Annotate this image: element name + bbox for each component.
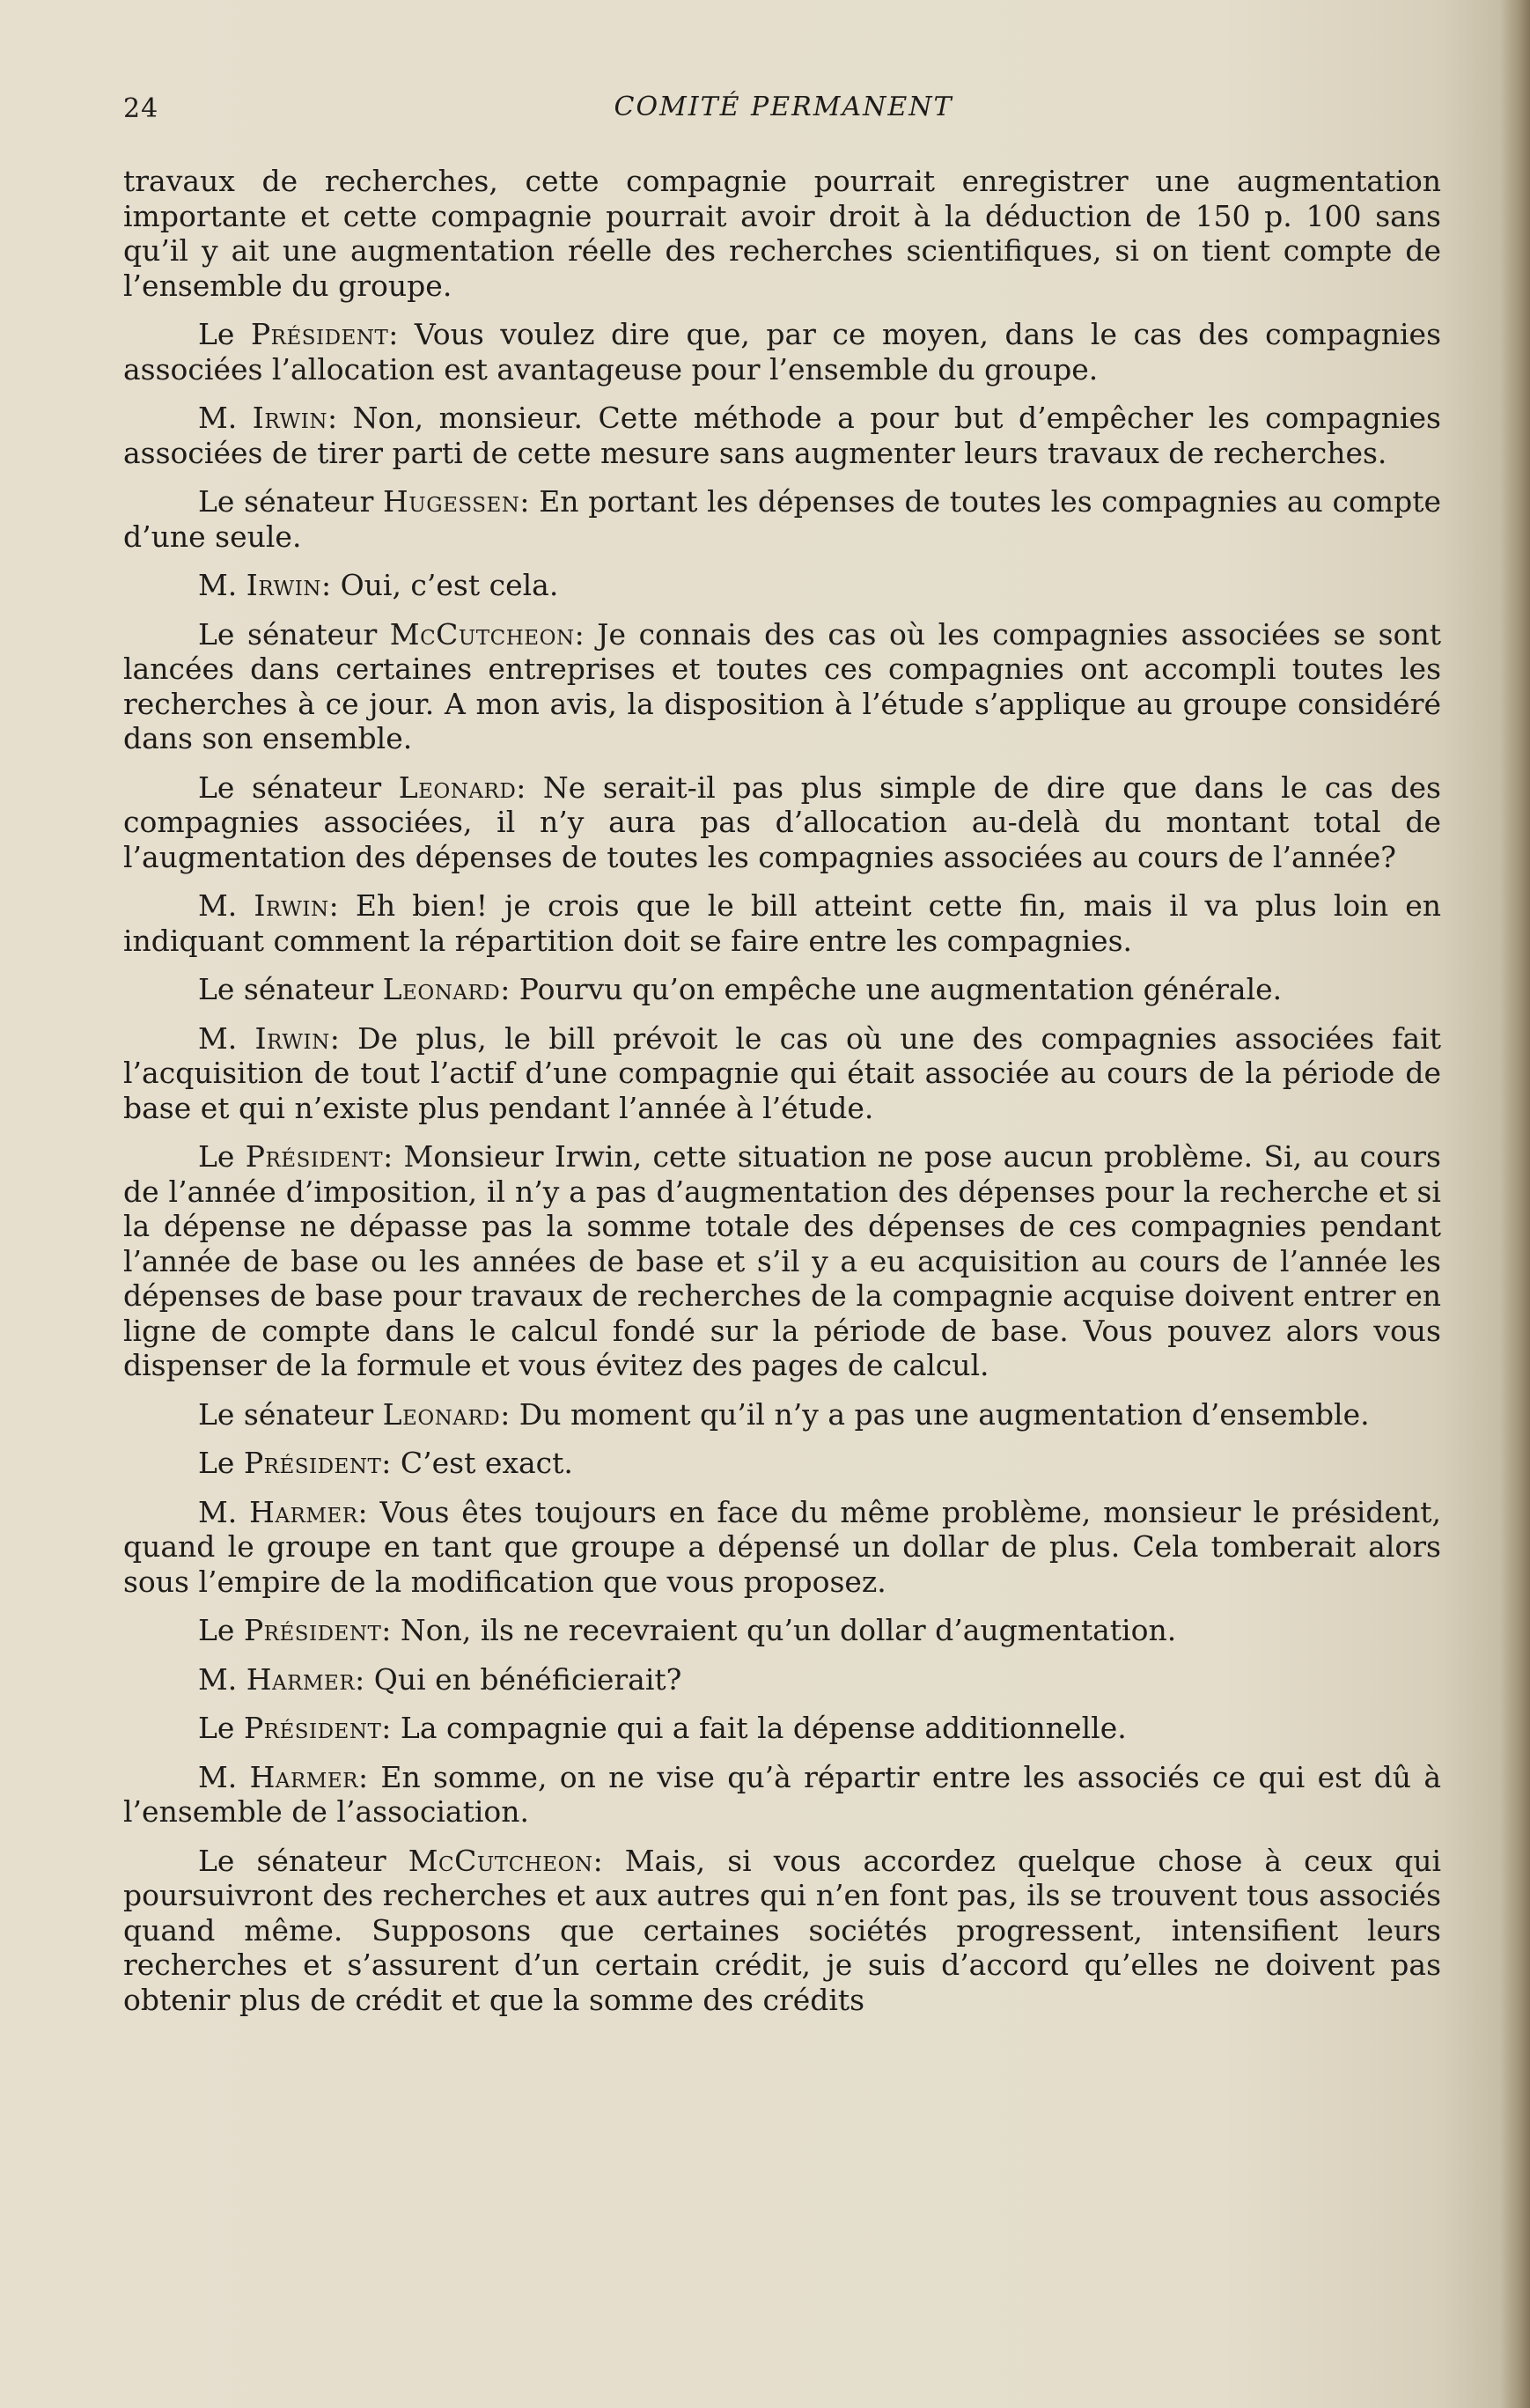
paragraph-text: : De plus, le bill prévoit le cas où une des compagnies associées fait l’acquisition de tout l’actif d’une compagnie qui était associée au cours de la période de base et qui n’existe plus pendant l’année à l’étude. <box>123 1020 1441 1125</box>
paragraph <box>123 1613 1441 1648</box>
paragraph-text: : Je connais des cas où les compagnies associées se sont lancées dans certaines entreprises et toutes ces compagnies ont accompli toutes les recherches à ce jour. A mon avis, la disposition à l’étude s’applique au groupe considéré dans son ensemble. <box>123 616 1441 755</box>
page-edge-shadow <box>1500 0 1530 2408</box>
paragraph-text: : Ne serait-il pas plus simple de dire que dans le cas des compagnies associées, il n’y aura pas d’allocation au-delà du montant total de l’augmentation des dépenses de toutes les compagnies associées au cours de l’année? <box>123 770 1441 874</box>
speaker-prefix: Le <box>198 1613 244 1647</box>
speaker-prefix: Le <box>198 1711 244 1745</box>
transcript-body <box>123 164 1441 2031</box>
speaker-prefix: M. <box>198 888 254 923</box>
speaker-prefix: Le sénateur <box>198 1843 408 1878</box>
paragraph-text: : En portant les dépenses de toutes les compagnies au compte d’une seule. <box>123 484 1441 554</box>
speaker-prefix: Le <box>198 1446 244 1480</box>
speaker-prefix: Le sénateur <box>198 1396 383 1432</box>
paragraph <box>123 1760 1441 1830</box>
paragraph-text: : La compagnie qui a fait la dépense additionnelle. <box>381 1711 1127 1745</box>
speaker-prefix: Le sénateur <box>198 484 384 519</box>
paragraph <box>123 972 1441 1007</box>
speaker-prefix: M. <box>198 1494 250 1529</box>
paragraph <box>123 401 1441 470</box>
paragraph <box>123 1021 1441 1126</box>
speaker-prefix: Le sénateur <box>198 616 390 652</box>
speaker-name: Irwin <box>252 401 327 435</box>
paragraph-text: travaux de recherches, cette compagnie pourrait enregistrer une augmentation importante et cette compagnie pourrait avoir droit à la déduction de 150 p. 100 sans qu’il y ait une augmentation réelle des recherches scientifiques, si on tient compte de l’ensemble du groupe. <box>123 164 1441 303</box>
paragraph-text: : En somme, on ne vise qu’à répartir entre les associés ce qui est dû à l’ensemble de l’association. <box>123 1759 1441 1829</box>
speaker-name: Harmer <box>249 1759 358 1794</box>
speaker-prefix: M. <box>198 401 253 435</box>
running-title: COMITÉ PERMANENT <box>614 92 953 122</box>
paragraph <box>123 1397 1441 1432</box>
paragraph-text: : Non, monsieur. Cette méthode a pour but d’empêcher les compagnies associées de tirer parti de cette mesure sans augmenter leurs travaux de recherches. <box>123 401 1441 470</box>
speaker-prefix: Le <box>198 1139 246 1174</box>
speaker-name: Leonard <box>398 770 517 805</box>
speaker-name: Leonard <box>382 1396 501 1432</box>
paragraph-text: : Mais, si vous accordez quelque chose à ceux qui poursuivront des recherches et aux autres qui n’en font pas, ils se trouvent tous associés quand même. Supposons que certaines sociétés progressent, intensifient leurs recherches et s’assurent d’un certain crédit, je suis d’accord qu’elles ne doivent pas obtenir plus de crédit et que la somme des crédits <box>123 1843 1441 2017</box>
paragraph <box>123 770 1441 875</box>
paragraph <box>123 484 1441 554</box>
speaker-prefix: M. <box>198 1661 246 1697</box>
paragraph-text: : Eh bien! je crois que le bill atteint cette fin, mais il va plus loin en indiquant comment la répartition doit se faire entre les compagnies. <box>123 888 1441 958</box>
speaker-name: Président <box>245 1139 384 1174</box>
paragraph-text: : C’est exact. <box>381 1446 573 1480</box>
paragraph <box>123 617 1441 756</box>
paragraph <box>123 1711 1441 1746</box>
paragraph-text: : Oui, c’est cela. <box>320 568 559 602</box>
speaker-name: Irwin <box>254 888 329 923</box>
speaker-name: McCutcheon <box>408 1843 593 1878</box>
page-number: 24 <box>123 93 159 124</box>
speaker-name: Harmer <box>249 1494 358 1529</box>
paragraph-text: : Du moment qu’il n’y a pas une augmentation d’ensemble. <box>500 1396 1370 1432</box>
paragraph <box>123 164 1441 303</box>
paragraph <box>123 317 1441 387</box>
paragraph <box>123 568 1441 603</box>
paragraph <box>123 1844 1441 2018</box>
paragraph <box>123 1446 1441 1481</box>
paragraph <box>123 1495 1441 1600</box>
paragraph-text: : Non, ils ne recevraient qu’un dollar d’augmentation. <box>381 1613 1177 1647</box>
paragraph-text: : Vous êtes toujours en face du même problème, monsieur le président, quand le groupe en tant que groupe a dépensé un dollar de plus. Cela tomberait alors sous l’empire de la modification que vous proposez. <box>123 1494 1441 1599</box>
speaker-name: Président <box>243 1446 382 1480</box>
speaker-prefix: Le <box>198 317 251 351</box>
paragraph-text: : Monsieur Irwin, cette situation ne pose aucun problème. Si, au cours de l’année d’imposition, il n’y a pas d’augmentation des dépenses pour la recherche et si la dépense ne dépasse pas la somme totale des dépenses de ces compagnies pendant l’année de base ou les années de base et s’il y a eu acquisition au cours de l’année les dépenses de base pour travaux de recherches de la compagnie acquise doivent entrer en ligne de compte dans le calcul fondé sur la période de base. Vous pouvez alors vous dispenser de la formule et vous évitez des pages de calcul. <box>123 1139 1441 1382</box>
paragraph-text: : Qui en bénéficierait? <box>355 1661 682 1697</box>
speaker-name: Harmer <box>246 1661 356 1697</box>
speaker-prefix: M. <box>198 1759 250 1794</box>
speaker-name: Irwin <box>254 1020 330 1056</box>
speaker-name: McCutcheon <box>389 616 575 652</box>
page-header <box>123 88 1444 132</box>
paragraph <box>123 888 1441 958</box>
speaker-name: Président <box>250 317 389 351</box>
paragraph-text: : Pourvu qu’on empêche une augmentation générale. <box>500 972 1283 1006</box>
speaker-name: Président <box>243 1711 382 1745</box>
speaker-prefix: Le sénateur <box>198 770 399 805</box>
speaker-prefix: M. <box>198 568 246 602</box>
speaker-name: Hugessen <box>383 484 520 519</box>
speaker-name: Irwin <box>246 568 321 602</box>
speaker-prefix: M. <box>198 1020 255 1056</box>
paragraph <box>123 1139 1441 1383</box>
paragraph <box>123 1662 1441 1697</box>
speaker-name: Leonard <box>382 972 501 1006</box>
speaker-name: Président <box>243 1613 382 1647</box>
paragraph-text: : Vous voulez dire que, par ce moyen, dans le cas des compagnies associées l’allocation est avantageuse pour l’ensemble du groupe. <box>123 317 1441 387</box>
speaker-prefix: Le sénateur <box>198 972 383 1006</box>
